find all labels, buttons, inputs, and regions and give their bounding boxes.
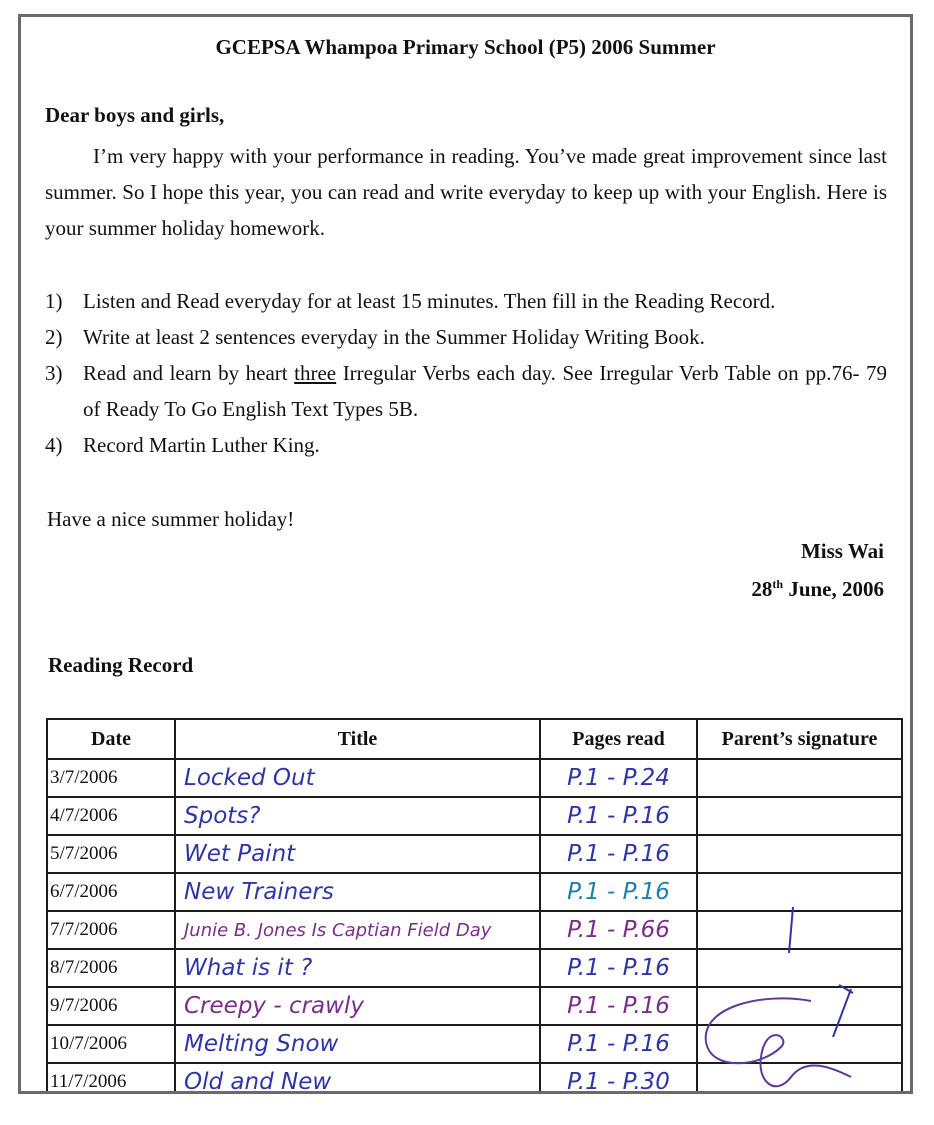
table-row xyxy=(47,835,902,873)
pages-cell: P.1 - P.30 xyxy=(540,1063,697,1094)
signature-cell xyxy=(697,1025,902,1063)
title-cell: Locked Out xyxy=(175,759,540,797)
homework-item-2 xyxy=(45,319,887,355)
pages-cell: P.1 - P.16 xyxy=(540,1025,697,1063)
item-number: 4) xyxy=(45,433,63,457)
item-text-end: Irregular Verbs each day. See Irregular Verb Table on pp.76- 79 of Ready To Go English Text Types 5B. xyxy=(83,361,887,421)
pages-cell: P.1 - P.66 xyxy=(540,911,697,949)
signature-cell xyxy=(697,797,902,835)
title-cell: Wet Paint xyxy=(175,835,540,873)
column-header-signature: Parent’s signature xyxy=(697,719,902,759)
date-cell: 8/7/2006 xyxy=(47,949,175,987)
signature-cell xyxy=(697,873,902,911)
signature-cell xyxy=(697,759,902,797)
signature-cell xyxy=(697,949,902,987)
title-cell: Melting Snow xyxy=(175,1025,540,1063)
item-text: Listen and Read everyday for at least 15 minutes. Then fill in the Reading Record. xyxy=(83,289,776,313)
table-row xyxy=(47,1063,902,1094)
letter-date xyxy=(751,577,884,602)
column-header-pages: Pages read xyxy=(540,719,697,759)
title-cell: What is it ? xyxy=(175,949,540,987)
letter-greeting: Dear boys and girls, xyxy=(45,103,225,127)
page-title: GCEPSA Whampoa Primary School (P5) 2006 Summer xyxy=(215,35,716,59)
table-row xyxy=(47,797,902,835)
title-cell: Creepy - crawly xyxy=(175,987,540,1025)
item-text: Write at least 2 sentences everyday in the Summer Holiday Writing Book. xyxy=(83,325,705,349)
date-cell: 7/7/2006 xyxy=(47,911,175,949)
table-row xyxy=(47,1025,902,1063)
pages-cell: P.1 - P.16 xyxy=(540,873,697,911)
date-cell: 3/7/2006 xyxy=(47,759,175,797)
homework-list xyxy=(45,283,887,463)
date-cell: 11/7/2006 xyxy=(47,1063,175,1094)
signature-cell xyxy=(697,911,902,949)
pages-cell: P.1 - P.16 xyxy=(540,835,697,873)
date-cell: 9/7/2006 xyxy=(47,987,175,1025)
pages-cell: P.1 - P.16 xyxy=(540,987,697,1025)
table-row xyxy=(47,911,902,949)
date-cell: 10/7/2006 xyxy=(47,1025,175,1063)
underlined-word: three xyxy=(294,361,337,385)
table-header-row xyxy=(47,719,902,759)
table-row xyxy=(47,873,902,911)
date-rest: June, 2006 xyxy=(783,577,884,601)
homework-item-1 xyxy=(45,283,887,319)
title-cell: New Trainers xyxy=(175,873,540,911)
letter-body: I’m very happy with your performance in reading. You’ve made great improvement since last summer. So I hope this year, you can read and write everyday to keep up with your English. Here is your summer holiday homework. xyxy=(45,144,887,240)
table-row xyxy=(47,987,902,1025)
column-header-title: Title xyxy=(175,719,540,759)
date-cell: 4/7/2006 xyxy=(47,797,175,835)
homework-item-4 xyxy=(45,427,887,463)
homework-sheet xyxy=(18,14,913,1094)
reading-record-heading: Reading Record xyxy=(48,653,194,677)
title-cell: Junie B. Jones Is Captian Field Day xyxy=(175,911,540,949)
table-row xyxy=(47,949,902,987)
title-cell: Spots? xyxy=(175,797,540,835)
signature-cell xyxy=(697,1063,902,1094)
reading-record-table xyxy=(46,718,903,1094)
signature-cell xyxy=(697,987,902,1025)
teacher-name: Miss Wai xyxy=(800,539,884,563)
date-day: 28 xyxy=(751,577,773,601)
pages-cell: P.1 - P.16 xyxy=(540,797,697,835)
date-cell: 5/7/2006 xyxy=(47,835,175,873)
pages-cell: P.1 - P.16 xyxy=(540,949,697,987)
column-header-date: Date xyxy=(47,719,175,759)
date-cell: 6/7/2006 xyxy=(47,873,175,911)
table-row xyxy=(47,759,902,797)
signature-cell xyxy=(697,835,902,873)
pages-cell: P.1 - P.24 xyxy=(540,759,697,797)
item-text-start: Read and learn by heart xyxy=(83,361,295,385)
date-suffix: th xyxy=(772,577,784,591)
closing-line: Have a nice summer holiday! xyxy=(47,507,295,531)
homework-item-3 xyxy=(45,355,887,427)
item-number: 3) xyxy=(45,361,63,385)
title-cell: Old and New xyxy=(175,1063,540,1094)
item-text: Record Martin Luther King. xyxy=(83,433,320,457)
item-number: 2) xyxy=(45,325,63,349)
item-number: 1) xyxy=(45,289,63,313)
